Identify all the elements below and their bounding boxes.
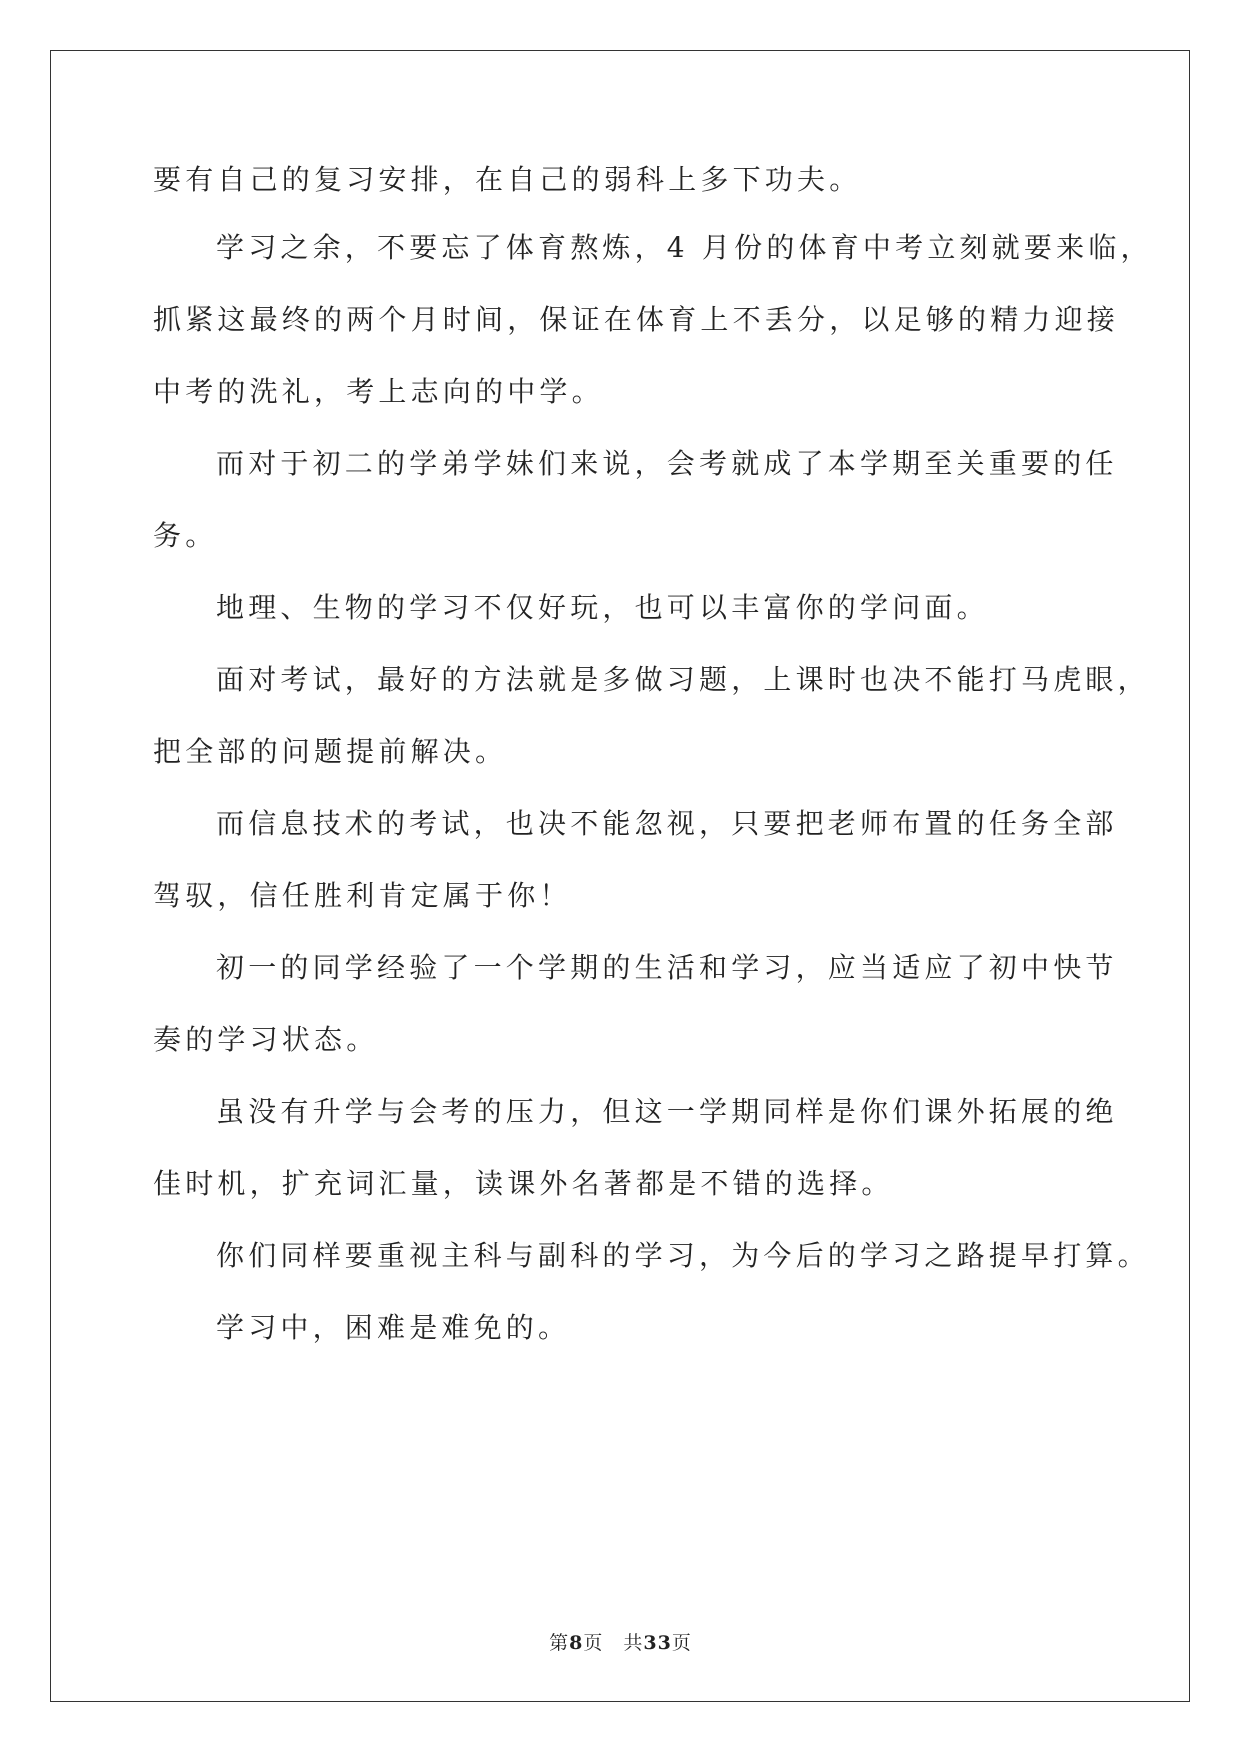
paragraph-line: 驾驭，信任胜利肯定属于你！ <box>153 879 572 912</box>
paragraph-line: 初一的同学经验了一个学期的生活和学习，应当适应了初中快节 <box>216 951 1118 984</box>
paragraph-line: 抓紧这最终的两个月时间，保证在体育上不丢分，以足够的精力迎接 <box>153 303 1120 336</box>
paragraph-line: 面对考试，最好的方法就是多做习题，上课时也决不能打马虎眼， <box>216 663 1150 696</box>
footer-middle: 页 共 <box>583 1632 644 1654</box>
paragraph-line: 虽没有升学与会考的压力，但这一学期同样是你们课外拓展的绝 <box>216 1095 1118 1128</box>
page-footer <box>0 1628 1241 1655</box>
total-page-number: 33 <box>643 1632 672 1654</box>
paragraph-line: 要有自己的复习安排，在自己的弱科上多下功夫。 <box>153 163 862 196</box>
paragraph-line: 把全部的问题提前解决。 <box>153 735 508 768</box>
paragraph-line: 佳时机，扩充词汇量，读课外名著都是不错的选择。 <box>153 1167 894 1200</box>
footer-prefix: 第 <box>549 1632 570 1654</box>
footer-suffix: 页 <box>671 1632 692 1654</box>
paragraph-line: 学习之余，不要忘了体育熬炼，4 月份的体育中考立刻就要来临， <box>216 231 1153 264</box>
paragraph-line: 务。 <box>153 519 218 552</box>
paragraph-line: 而信息技术的考试，也决不能忽视，只要把老师布置的任务全部 <box>216 807 1118 840</box>
paragraph-line: 中考的洗礼，考上志向的中学。 <box>153 375 604 408</box>
current-page-number: 8 <box>569 1632 584 1654</box>
paragraph-line: 你们同样要重视主科与副科的学习，为今后的学习之路提早打算。 <box>216 1239 1150 1272</box>
paragraph-line: 地理、生物的学习不仅好玩，也可以丰富你的学问面。 <box>216 591 989 624</box>
paragraph-line: 奏的学习状态。 <box>153 1023 379 1056</box>
paragraph-line: 而对于初二的学弟学妹们来说，会考就成了本学期至关重要的任 <box>216 447 1118 480</box>
paragraph-line: 学习中，困难是难免的。 <box>216 1311 571 1344</box>
